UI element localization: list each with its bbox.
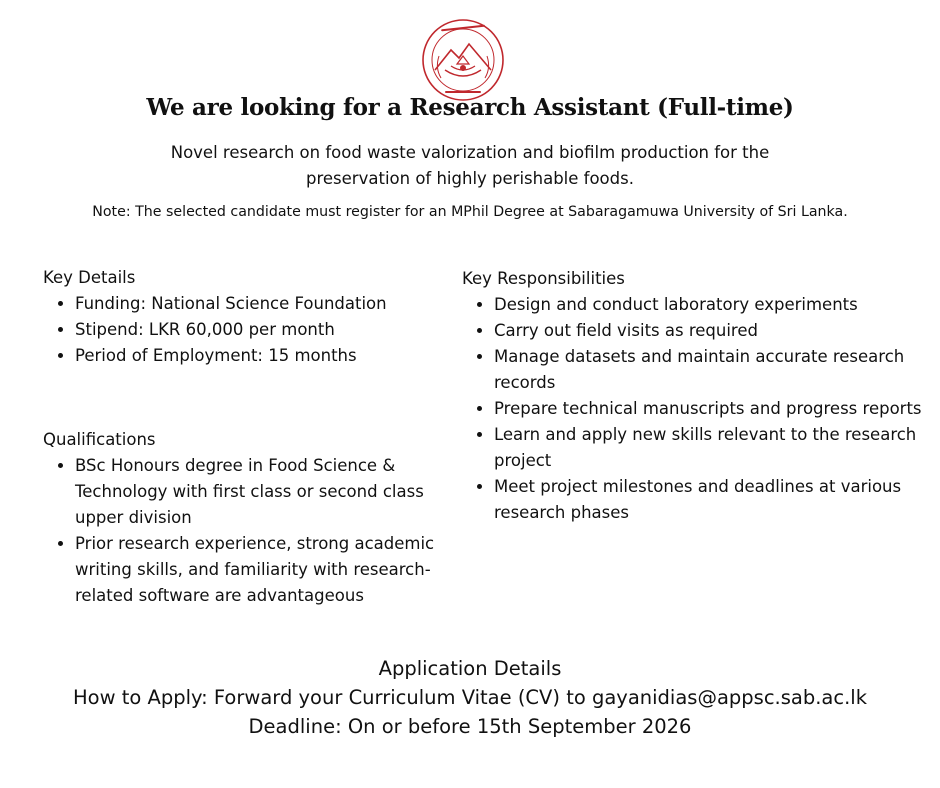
registration-note: Note: The selected candidate must register for an MPhil Degree at Sabaragamuwa University of Sri Lanka.: [92, 204, 848, 220]
subtitle-line-2: preservation of highly perishable foods.: [306, 169, 634, 188]
how-to-apply: How to Apply: Forward your Curriculum Vitae (CV) to gayanidias@appsc.sab.ac.lk: [72, 686, 868, 709]
deadline: Deadline: On or before 15th September 2026: [248, 715, 692, 738]
list-item: • Learn and apply new skills relevant to the research project: [494, 422, 924, 474]
subtitle-line-1: Novel research on food waste valorization and biofilm production for the: [170, 143, 770, 162]
page-title: We are looking for a Research Assistant (Full-time): [146, 94, 794, 121]
list-item: • BSc Honours degree in Food Science & Technology with first class or second class upper division: [75, 453, 465, 531]
list-item: • Prepare technical manuscripts and progress reports: [494, 396, 924, 422]
list-item: • Funding: National Science Foundation: [75, 291, 465, 317]
list-item: • Design and conduct laboratory experiments: [494, 292, 924, 318]
subtitle: [140, 140, 800, 192]
list-item: • Carry out field visits as required: [494, 318, 924, 344]
key-details-list: [43, 291, 465, 369]
list-item: • Prior research experience, strong academic writing skills, and familiarity with research-related software are advantageous: [75, 531, 465, 609]
list-item: • Meet project milestones and deadlines at various research phases: [494, 474, 924, 526]
responsibilities-list: [462, 292, 924, 526]
qualifications-heading: Qualifications: [43, 430, 156, 449]
university-seal-icon: [421, 18, 505, 102]
application-heading: Application Details: [378, 657, 562, 680]
list-item: • Stipend: LKR 60,000 per month: [75, 317, 465, 343]
list-item: • Manage datasets and maintain accurate research records: [494, 344, 924, 396]
responsibilities-heading: Key Responsibilities: [462, 269, 625, 288]
qualifications-list: [43, 453, 465, 609]
list-item: • Period of Employment: 15 months: [75, 343, 465, 369]
key-details-heading: Key Details: [43, 268, 136, 287]
